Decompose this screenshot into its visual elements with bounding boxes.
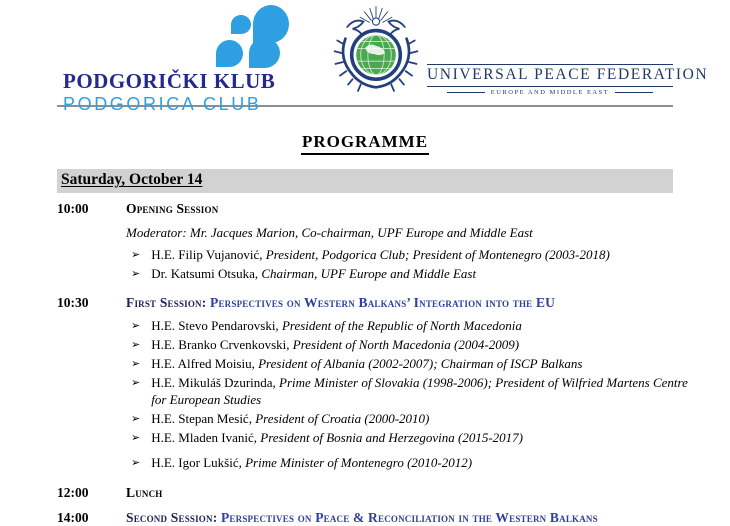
drop-shape-icon (231, 15, 251, 34)
moderator-line: Moderator: Mr. Jacques Marion, Co-chairman, UPF Europe and Middle East (126, 225, 533, 240)
upf-rule-bottom (427, 86, 673, 87)
page-title-text: PROGRAMME (301, 132, 429, 155)
speaker (151, 429, 704, 446)
podgorica-logo-mark-icon (215, 4, 290, 68)
arrow-bullet-icon: ➢ (131, 376, 141, 389)
speaker-list (126, 317, 704, 471)
speaker-role: President of Bosnia and Herzegovina (2015-2017) (260, 430, 523, 445)
drop-shape-icon (216, 40, 243, 67)
session-topic: Perspectives on Peace & Reconciliation in the Western Balkans (220, 510, 598, 525)
session-content (126, 485, 704, 501)
upf-logo (331, 4, 709, 104)
dash-right (615, 92, 653, 93)
arrow-bullet-icon: ➢ (131, 338, 141, 351)
drop-shape-icon (249, 38, 280, 68)
speaker-name: H.E. Stevo Pendarovski, (151, 318, 279, 333)
session-title (126, 510, 704, 526)
session-title: Lunch (126, 485, 163, 500)
session-topic: Perspectives on Western Balkans’ Integration into the EU (210, 295, 556, 310)
list-item (126, 410, 704, 427)
speaker (151, 317, 704, 334)
podgorica-club-name-me: PODGORIČKI KLUB (63, 69, 276, 93)
speaker-role: President of Croatia (2000-2010) (255, 411, 430, 426)
podgorica-club-name-en: PODGORICA CLUB (63, 94, 262, 114)
session-label: First Session: (126, 295, 207, 310)
speaker-role: Chairman, UPF Europe and Middle East (261, 266, 477, 281)
session-content (126, 295, 704, 471)
session-content (126, 510, 704, 526)
speaker-role: Prime Minister of Montenegro (2010-2012) (245, 455, 473, 470)
speaker-name: H.E. Mikuláš Dzurinda, (151, 375, 276, 390)
schedule-row-second-session (57, 510, 704, 526)
list-item (126, 429, 704, 446)
podgorica-club-logo (63, 4, 293, 114)
time-label: 14:00 (57, 510, 89, 525)
speaker-name: Dr. Katsumi Otsuka, (151, 266, 259, 281)
upf-emblem-icon (331, 4, 421, 104)
day-header-bar (57, 169, 673, 193)
upf-wordmark (427, 64, 709, 96)
day-header-text: Saturday, October 14 (61, 171, 203, 188)
time-label: 10:30 (57, 295, 89, 310)
session-label: Second Session: (126, 510, 218, 525)
speaker-role: Prime Minister of Slovakia (1998-2006); President of Wilfried Martens Centre for European Studies (151, 375, 688, 407)
list-item (126, 265, 704, 282)
speaker (151, 265, 704, 282)
speaker-name: H.E. Branko Crvenkovski, (151, 337, 290, 352)
list-item (126, 454, 704, 471)
arrow-bullet-icon: ➢ (131, 412, 141, 425)
schedule (57, 201, 704, 526)
time-label: 10:00 (57, 201, 89, 216)
upf-name: UNIVERSAL PEACE FEDERATION (427, 66, 709, 83)
speaker-role: President of North Macedonia (2004-2009) (292, 337, 520, 352)
schedule-row-opening (57, 201, 704, 282)
speaker (151, 246, 704, 263)
speaker-name: H.E. Mladen Ivanić, (151, 430, 257, 445)
speaker (151, 374, 704, 408)
time-label: 12:00 (57, 485, 89, 500)
upf-subtitle-row (427, 89, 673, 96)
speaker-role: President, Podgorica Club; President of Montenegro (2003-2018) (265, 247, 610, 262)
speaker-name: H.E. Alfred Moisiu, (151, 356, 255, 371)
schedule-row-lunch (57, 485, 704, 501)
dash-left (447, 92, 485, 93)
speaker-name: H.E. Igor Lukšić, (151, 455, 242, 470)
masthead (0, 0, 730, 114)
list-item (126, 374, 704, 408)
schedule-row-first-session (57, 295, 704, 471)
speaker (151, 355, 704, 372)
list-item (126, 355, 704, 372)
session-content (126, 201, 704, 282)
arrow-bullet-icon: ➢ (131, 248, 141, 261)
list-item (126, 336, 704, 353)
list-item (126, 317, 704, 334)
speaker-role: President of the Republic of North Macedonia (281, 318, 522, 333)
arrow-bullet-icon: ➢ (131, 431, 141, 444)
speaker (151, 410, 704, 427)
speaker (151, 336, 704, 353)
list-item (126, 246, 704, 263)
speaker (151, 454, 704, 471)
arrow-bullet-icon: ➢ (131, 456, 141, 469)
arrow-bullet-icon: ➢ (131, 319, 141, 332)
page-title (0, 118, 730, 155)
session-title: Opening Session (126, 201, 219, 216)
arrow-bullet-icon: ➢ (131, 357, 141, 370)
session-title (126, 295, 704, 311)
speaker-name: H.E. Stepan Mesić, (151, 411, 252, 426)
arrow-bullet-icon: ➢ (131, 267, 141, 280)
upf-subtitle: EUROPE AND MIDDLE EAST (490, 89, 610, 96)
speaker-name: H.E. Filip Vujanović, (151, 247, 263, 262)
speaker-list (126, 246, 704, 282)
speaker-role: President of Albania (2002-2007); Chairman of ISCP Balkans (258, 356, 583, 371)
drop-shape-icon (253, 5, 289, 43)
